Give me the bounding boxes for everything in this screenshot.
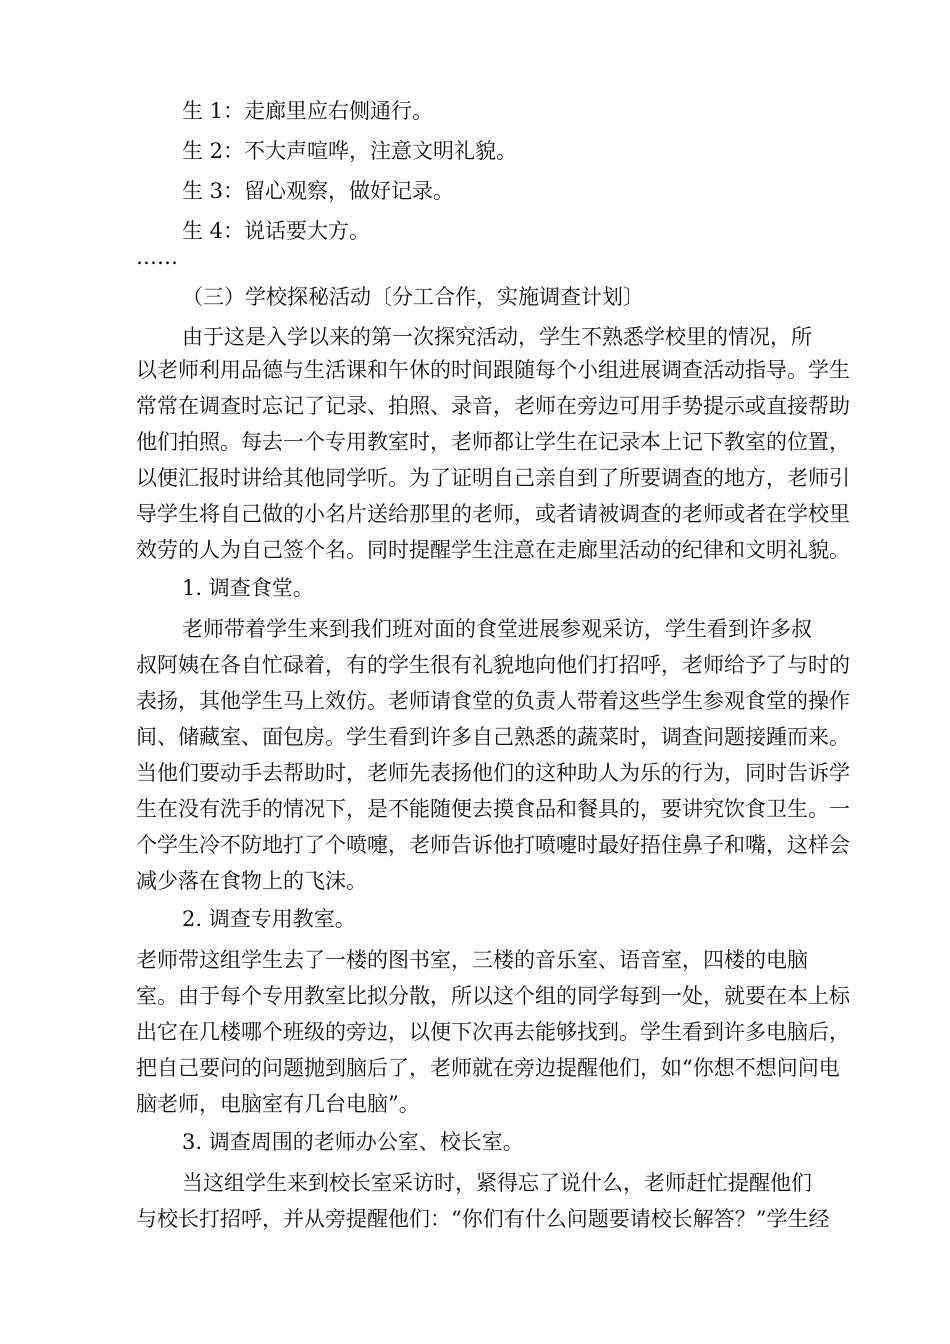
text-line: …… [136, 245, 178, 269]
text-line: 间、储藏室、面包房。学生看到许多自己熟悉的蔬菜时，调查问题接踵而来。 [136, 725, 850, 749]
text-line: 效劳的人为自己签个名。同时提醒学生注意在走廊里活动的纪律和文明礼貌。 [136, 538, 850, 562]
text-line: 2. 调查专用教室。 [182, 907, 356, 931]
text-line: 生 3：留心观察，做好记录。 [182, 179, 455, 203]
text-line: 老师带这组学生去了一楼的图书室，三楼的音乐室、语音室，四楼的电脑 [136, 948, 808, 972]
text-line: 常常在调查时忘记了记录、拍照、录音，老师在旁边可用手势提示或直接帮助 [136, 394, 850, 418]
text-line: 1. 调查食堂。 [182, 576, 314, 600]
text-line: 当这组学生来到校长室采访时，紧得忘了说什么，老师赶忙提醒他们 [182, 1171, 812, 1195]
text-line: 老师带着学生来到我们班对面的食堂进展参观采访，学生看到许多叔 [182, 617, 812, 641]
text-line: 生 4：说话要大方。 [182, 219, 371, 243]
text-line: 当他们要动手去帮助时，老师先表扬他们的这种助人为乐的行为，同时告诉学 [136, 761, 850, 785]
text-line: 叔阿姨在各自忙碌着，有的学生很有礼貌地向他们打招呼，老师给予了与时的 [136, 653, 850, 677]
text-line: 由于这是入学以来的第一次探究活动，学生不熟悉学校里的情况，所 [182, 325, 812, 349]
text-line: 以老师利用品德与生活课和午休的时间跟随每个小组进展调查活动指导。学生 [136, 358, 850, 382]
text-line: 表扬，其他学生马上效仿。老师请食堂的负责人带着这些学生参观食堂的操作 [136, 689, 850, 713]
text-line: 生在没有洗手的情况下，是不能随便去摸食品和餐具的，要讲究饮食卫生。一 [136, 797, 850, 821]
text-line: 导学生将自己做的小名片送给那里的老师，或者请被调查的老师或者在学校里 [136, 502, 850, 526]
text-line: 生 2：不大声喧哗，注意文明礼貌。 [182, 139, 518, 163]
text-line: 个学生冷不防地打了个喷嚏，老师告诉他打喷嚏时最好捂住鼻子和嘴，这样会 [136, 833, 850, 857]
text-line: 他们拍照。每去一个专用教室时，老师都让学生在记录本上记下教室的位置， [136, 430, 850, 454]
text-line: 把自己要问的问题抛到脑后了，老师就在旁边提醒他们，如“你想不想问问电 [136, 1056, 840, 1080]
text-line: 以便汇报时讲给其他同学听。为了证明自己亲自到了所要调查的地方，老师引 [136, 466, 850, 490]
text-line: 减少落在食物上的飞沫。 [136, 869, 367, 893]
text-line: 3. 调查周围的老师办公室、校长室。 [182, 1130, 524, 1154]
text-line: 生 1：走廊里应右侧通行。 [182, 99, 434, 123]
text-line: 出它在几楼哪个班级的旁边，以便下次再去能够找到。学生看到许多电脑后， [136, 1020, 850, 1044]
text-line: （三）学校探秘活动〔分工合作，实施调查计划〕 [182, 285, 644, 309]
text-line: 室。由于每个专用教室比拟分散，所以这个组的同学每到一处，就要在本上标 [136, 984, 850, 1008]
text-line: 与校长打招呼，并从旁提醒他们：“你们有什么问题要请校长解答？”学生经 [136, 1207, 830, 1231]
text-line: 脑老师，电脑室有几台电脑”。 [136, 1092, 420, 1116]
